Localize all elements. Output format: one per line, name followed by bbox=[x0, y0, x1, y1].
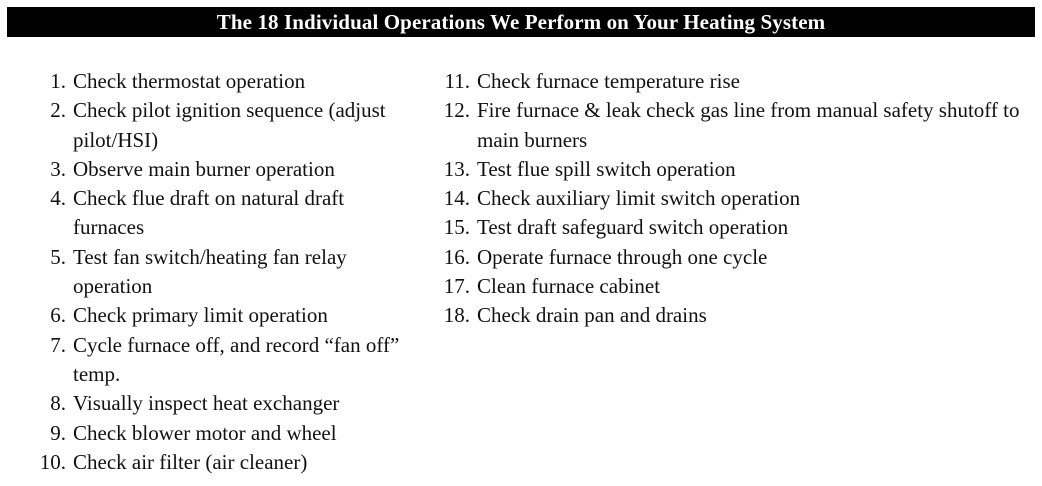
list-item bbox=[22, 301, 417, 330]
item-text: Check air filter (air cleaner) bbox=[73, 449, 308, 474]
list-item bbox=[22, 448, 417, 477]
list-item bbox=[22, 389, 417, 418]
item-number: 3. bbox=[50, 156, 66, 181]
item-text: Test fan switch/heating fan relay operation bbox=[73, 244, 347, 299]
list-item bbox=[424, 96, 1024, 155]
item-number: 17. bbox=[443, 274, 470, 299]
item-number: 9. bbox=[50, 420, 66, 445]
item-text: Test draft safeguard switch operation bbox=[477, 215, 789, 240]
item-number: 1. bbox=[50, 69, 66, 93]
item-number: 8. bbox=[50, 391, 66, 416]
item-text: Check blower motor and wheel bbox=[73, 420, 337, 445]
item-number: 16. bbox=[443, 244, 470, 269]
item-text: Clean furnace cabinet bbox=[477, 274, 661, 299]
item-text: Check thermostat operation bbox=[73, 69, 306, 93]
list-item bbox=[424, 272, 1024, 301]
list-item bbox=[424, 213, 1024, 242]
item-number: 15. bbox=[443, 215, 470, 240]
item-number: 4. bbox=[50, 186, 66, 211]
list-item bbox=[22, 184, 417, 243]
list-item bbox=[22, 331, 417, 390]
list-item bbox=[22, 67, 417, 96]
item-number: 11. bbox=[444, 69, 470, 93]
list-item bbox=[22, 96, 417, 155]
item-text: Operate furnace through one cycle bbox=[477, 244, 768, 269]
item-text: Fire furnace & leak check gas line from manual safety shutoff to main burners bbox=[477, 98, 1020, 152]
item-number: 6. bbox=[50, 303, 66, 328]
item-number: 10. bbox=[39, 449, 66, 474]
title-bar bbox=[7, 7, 1035, 37]
item-text: Check drain pan and drains bbox=[477, 303, 707, 328]
item-text: Observe main burner operation bbox=[73, 156, 335, 181]
operations-list-right bbox=[424, 67, 1024, 331]
item-number: 14. bbox=[443, 186, 470, 211]
page-title: The 18 Individual Operations We Perform on Your Heating System bbox=[216, 10, 826, 34]
item-number: 18. bbox=[443, 303, 470, 328]
list-item bbox=[22, 155, 417, 184]
item-number: 7. bbox=[50, 332, 66, 357]
item-number: 12. bbox=[443, 98, 470, 123]
item-text: Check furnace temperature rise bbox=[477, 69, 740, 93]
item-number: 2. bbox=[50, 98, 66, 123]
list-item bbox=[424, 243, 1024, 272]
item-text: Check primary limit operation bbox=[73, 303, 328, 328]
list-item bbox=[22, 243, 417, 302]
list-item bbox=[424, 301, 1024, 330]
list-item bbox=[424, 67, 1024, 96]
list-item bbox=[424, 155, 1024, 184]
list-item bbox=[424, 184, 1024, 213]
item-text: Test flue spill switch operation bbox=[477, 156, 736, 181]
list-item bbox=[22, 419, 417, 448]
item-text: Check flue draft on natural draft furnaces bbox=[73, 186, 345, 240]
item-text: Check pilot ignition sequence (adjust pilot/HSI) bbox=[73, 98, 386, 152]
item-text: Visually inspect heat exchanger bbox=[73, 391, 340, 416]
item-text: Cycle furnace off, and record “fan off” temp. bbox=[73, 332, 400, 386]
item-text: Check auxiliary limit switch operation bbox=[477, 186, 801, 211]
item-number: 5. bbox=[50, 244, 66, 269]
operations-list-left bbox=[22, 67, 417, 477]
item-number: 13. bbox=[443, 156, 470, 181]
